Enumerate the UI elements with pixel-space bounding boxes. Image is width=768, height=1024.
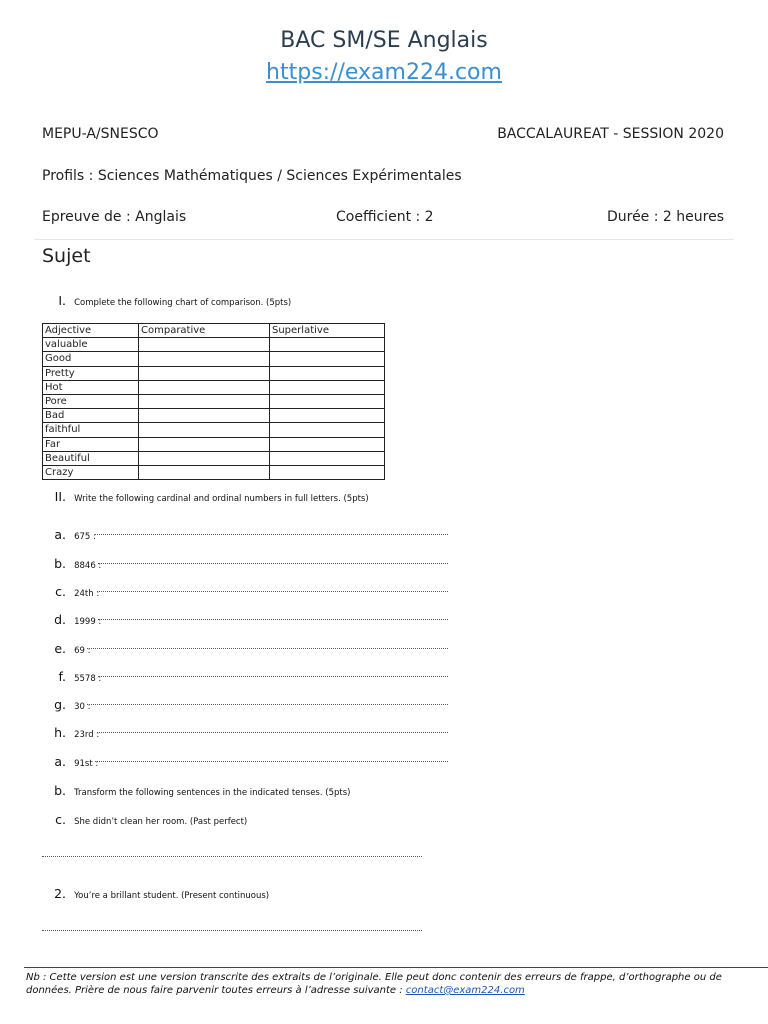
sentence-item [52,809,247,828]
comparative-cell[interactable] [139,437,270,451]
number-item [52,722,99,741]
sentence-marker: 2. [54,886,66,901]
comparative-cell[interactable] [139,380,270,394]
comparative-cell[interactable] [139,451,270,465]
part1-marker: I. [58,293,66,308]
sentence-marker: c. [55,812,66,827]
footer-note [26,971,748,997]
part2-heading [52,486,369,505]
number-item [52,553,101,572]
number-item [52,581,99,600]
coefficient: Coefficient : 2 [336,209,434,225]
number-item [52,609,101,628]
answer-line[interactable] [98,618,448,620]
superlative-cell[interactable] [270,394,385,408]
header-superlative: Superlative [270,324,385,338]
number-item [52,751,98,770]
item-marker: d. [54,612,66,627]
number-item [52,638,90,657]
part2-instruction: Write the following cardinal and ordinal numbers in full letters. (5pts) [74,494,369,504]
comparative-cell[interactable] [139,338,270,352]
divider [34,239,734,240]
item-marker: g. [54,697,66,712]
part3-instruction: Transform the following sentences in the indicated tenses. (5pts) [74,788,351,798]
table-row [43,394,385,408]
section-title: Sujet [42,245,91,267]
answer-line[interactable] [95,533,448,535]
comparative-cell[interactable] [139,352,270,366]
comparative-cell[interactable] [139,366,270,380]
item-marker: h. [54,725,66,740]
table-row [43,366,385,380]
superlative-cell[interactable] [270,465,385,479]
table-row [43,423,385,437]
item-text: 675 : [74,532,96,542]
item-text: 5578 : [74,674,102,684]
item-text: 23rd : [74,730,100,740]
comparative-cell[interactable] [139,465,270,479]
sentence-item [52,883,269,902]
contact-email-link[interactable]: contact@exam224.com [405,985,525,996]
item-text: 30 : [74,702,91,712]
adjective-cell: faithful [43,423,139,437]
session: BACCALAUREAT - SESSION 2020 [497,126,724,142]
epreuve: Epreuve de : Anglais [42,209,187,225]
superlative-cell[interactable] [270,366,385,380]
superlative-cell[interactable] [270,409,385,423]
superlative-cell[interactable] [270,437,385,451]
item-marker: f. [58,669,66,684]
superlative-cell[interactable] [270,423,385,437]
answer-line[interactable] [87,647,448,649]
table-header-row [43,324,385,338]
answer-line[interactable] [42,929,422,931]
adjective-cell: Pore [43,394,139,408]
table-row [43,465,385,479]
sentence-text: She didn’t clean her room. (Past perfect) [74,817,248,827]
footer-note-text: Nb : Cette version est une version transcrite des extraits de l’originale. Elle peut donc contenir des erreurs de frappe, d’orthographe ou de données. Prière de nous faire parvenir toutes erreurs à l’adresse suivante : [26,972,722,996]
item-marker: a. [54,754,66,769]
answer-line[interactable] [97,731,448,733]
answer-line[interactable] [98,675,448,677]
item-text: 1999 : [74,617,102,627]
comparative-cell[interactable] [139,409,270,423]
number-item [52,524,96,543]
adjective-cell: Hot [43,380,139,394]
comparative-cell[interactable] [139,423,270,437]
duree: Durée : 2 heures [606,209,724,225]
adjective-cell: Pretty [43,366,139,380]
comparative-cell[interactable] [139,394,270,408]
superlative-cell[interactable] [270,380,385,394]
item-text: 24th : [74,589,100,599]
part1-heading [56,290,291,309]
item-marker: b. [54,556,66,571]
table-row [43,437,385,451]
item-text: 8846 : [74,561,102,571]
footer-divider [24,967,768,968]
table-row [43,380,385,394]
answer-line[interactable] [97,590,448,592]
adjective-cell: Bad [43,409,139,423]
website-link[interactable]: https://exam224.com [266,60,502,85]
answer-line[interactable] [42,855,422,857]
answer-line[interactable] [87,703,448,705]
part3-marker: b. [54,783,66,798]
item-text: 91st : [74,759,99,769]
part1-instruction: Complete the following chart of comparison. (5pts) [74,298,292,308]
superlative-cell[interactable] [270,338,385,352]
item-text: 69 : [74,646,91,656]
table-row [43,338,385,352]
sentence-text: You’re a brillant student. (Present continuous) [74,891,270,901]
table-row [43,352,385,366]
header-comparative: Comparative [139,324,270,338]
part3-heading [52,780,350,799]
number-item [52,666,101,685]
item-marker: a. [54,527,66,542]
adjective-cell: Good [43,352,139,366]
adjective-cell: valuable [43,338,139,352]
adjective-cell: Beautiful [43,451,139,465]
institution: MEPU-A/SNESCO [42,126,159,142]
profils: Profils : Sciences Mathématiques / Sciences Expérimentales [42,168,462,184]
part2-marker: II. [54,489,66,504]
adjective-cell: Far [43,437,139,451]
table-row [43,451,385,465]
header-adjective: Adjective [43,324,139,338]
item-marker: c. [55,584,66,599]
number-item [52,694,90,713]
adjective-cell: Crazy [43,465,139,479]
answer-line[interactable] [98,562,448,564]
answer-line[interactable] [95,760,448,762]
item-marker: e. [54,641,66,656]
superlative-cell[interactable] [270,451,385,465]
superlative-cell[interactable] [270,352,385,366]
table-row [43,409,385,423]
comparison-table [42,323,385,480]
document-title: BAC SM/SE Anglais [280,28,488,53]
